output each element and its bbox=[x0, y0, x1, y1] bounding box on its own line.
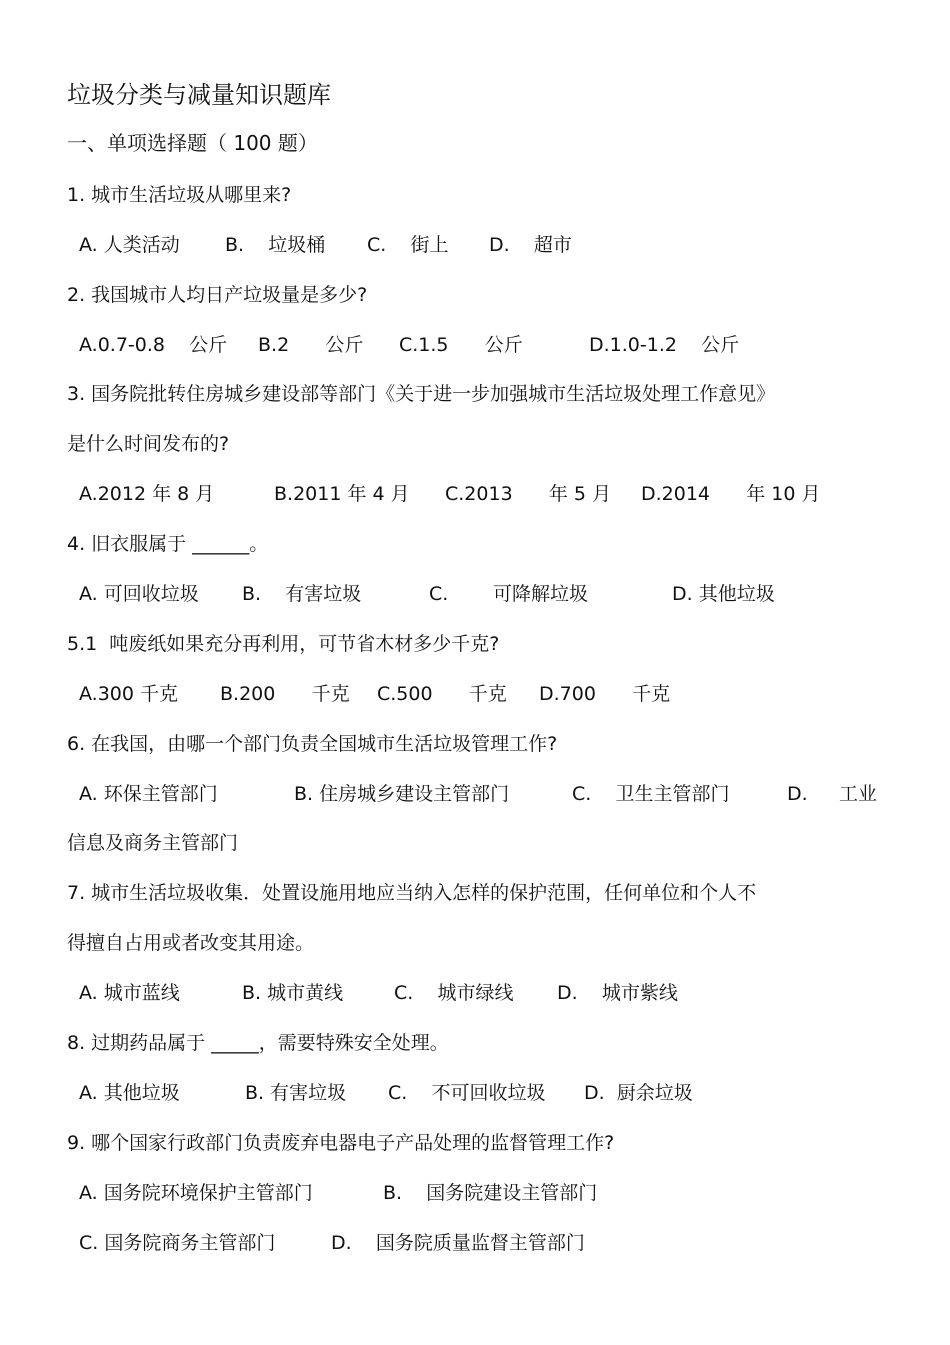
option-b: B. 垃圾桶 bbox=[225, 234, 326, 256]
option-d: D. 厨余垃圾 bbox=[584, 1082, 693, 1104]
option-a: A.0.7-0.8 公斤 bbox=[79, 334, 228, 356]
question-9-options-row-2 bbox=[79, 1229, 585, 1257]
question-1-text: 1. 城市生活垃圾从哪里来? bbox=[67, 184, 292, 206]
option-c: C. 国务院商务主管部门 bbox=[79, 1232, 276, 1254]
option-a: A. 可回收垃圾 bbox=[79, 583, 199, 605]
question-8-options bbox=[79, 1079, 693, 1107]
option-a: A. 国务院环境保护主管部门 bbox=[79, 1182, 313, 1204]
option-d: D.1.0-1.2 公斤 bbox=[589, 334, 740, 356]
question-7-options bbox=[79, 979, 678, 1007]
option-a: A. 环保主管部门 bbox=[79, 783, 218, 805]
option-d: D. 其他垃圾 bbox=[672, 583, 775, 605]
option-b: B. 住房城乡建设主管部门 bbox=[294, 783, 510, 805]
question-3-options bbox=[79, 480, 821, 508]
question-4-options bbox=[79, 580, 775, 608]
section-heading: 一、单项选择题（ 100 题） bbox=[67, 131, 318, 155]
option-d: D.700 千克 bbox=[539, 683, 671, 705]
option-d: D. 超市 bbox=[489, 234, 572, 256]
option-b: B. 有害垃圾 bbox=[245, 1082, 347, 1104]
option-a: A. 人类活动 bbox=[79, 234, 180, 256]
option-c: C.2013 年 5 月 bbox=[445, 483, 612, 505]
question-8-text: 8. 过期药品属于 _____，需要特殊安全处理。 bbox=[67, 1032, 449, 1054]
option-b: B.2011 年 4 月 bbox=[274, 483, 410, 505]
option-c: C. 城市绿线 bbox=[394, 982, 514, 1004]
option-c-text: 可降解垃圾 bbox=[493, 583, 589, 605]
option-c: C. 不可回收垃圾 bbox=[388, 1082, 546, 1104]
question-3-text-line-2: 是什么时间发布的? bbox=[67, 433, 230, 455]
option-a: A.300 千克 bbox=[79, 683, 179, 705]
option-d-text: 工业 bbox=[839, 783, 878, 805]
option-b: B.200 千克 bbox=[220, 683, 350, 705]
option-b: B.2 公斤 bbox=[258, 334, 364, 356]
option-c: C.500 千克 bbox=[377, 683, 507, 705]
option-b: B. 有害垃圾 bbox=[242, 583, 362, 605]
question-2-options bbox=[79, 331, 740, 359]
option-a: A.2012 年 8 月 bbox=[79, 483, 215, 505]
question-1-options bbox=[79, 231, 572, 259]
option-d: D. bbox=[787, 783, 808, 805]
question-6-options bbox=[79, 780, 878, 808]
question-5-options bbox=[79, 680, 671, 708]
question-9-options-row-1 bbox=[79, 1179, 598, 1207]
option-c: C. 街上 bbox=[367, 234, 449, 256]
option-a: A. 城市蓝线 bbox=[79, 982, 180, 1004]
option-c: C. 卫生主管部门 bbox=[572, 783, 730, 805]
option-d: D. 国务院质量监督主管部门 bbox=[331, 1232, 585, 1254]
option-b: B. 城市黄线 bbox=[242, 982, 344, 1004]
question-5-text: 5.1 吨废纸如果充分再利用，可节省木材多少千克? bbox=[67, 633, 500, 655]
question-9-text: 9. 哪个国家行政部门负责废弃电器电子产品处理的监督管理工作? bbox=[67, 1132, 615, 1154]
question-7-text-line-2: 得擅自占用或者改变其用途。 bbox=[67, 932, 315, 954]
question-4-text: 4. 旧衣服属于 ______。 bbox=[67, 533, 269, 555]
question-2-text: 2. 我国城市人均日产垃圾量是多少? bbox=[67, 284, 368, 306]
option-b: B. 国务院建设主管部门 bbox=[383, 1182, 598, 1204]
question-3-text-line-1: 3. 国务院批转住房城乡建设部等部门《关于进一步加强城市生活垃圾处理工作意见》 bbox=[67, 383, 776, 405]
option-d: D. 城市紫线 bbox=[557, 982, 678, 1004]
question-6-option-continuation: 信息及商务主管部门 bbox=[67, 832, 239, 854]
option-a: A. 其他垃圾 bbox=[79, 1082, 180, 1104]
option-c: C.1.5 公斤 bbox=[399, 334, 523, 356]
document-title: 垃圾分类与减量知识题库 bbox=[67, 81, 331, 109]
question-7-text-line-1: 7. 城市生活垃圾收集．处置设施用地应当纳入怎样的保护范围，任何单位和个人不 bbox=[67, 882, 757, 904]
option-c: C. bbox=[429, 583, 449, 605]
question-6-text: 6. 在我国，由哪一个部门负责全国城市生活垃圾管理工作? bbox=[67, 733, 558, 755]
option-d: D.2014 年 10 月 bbox=[641, 483, 821, 505]
